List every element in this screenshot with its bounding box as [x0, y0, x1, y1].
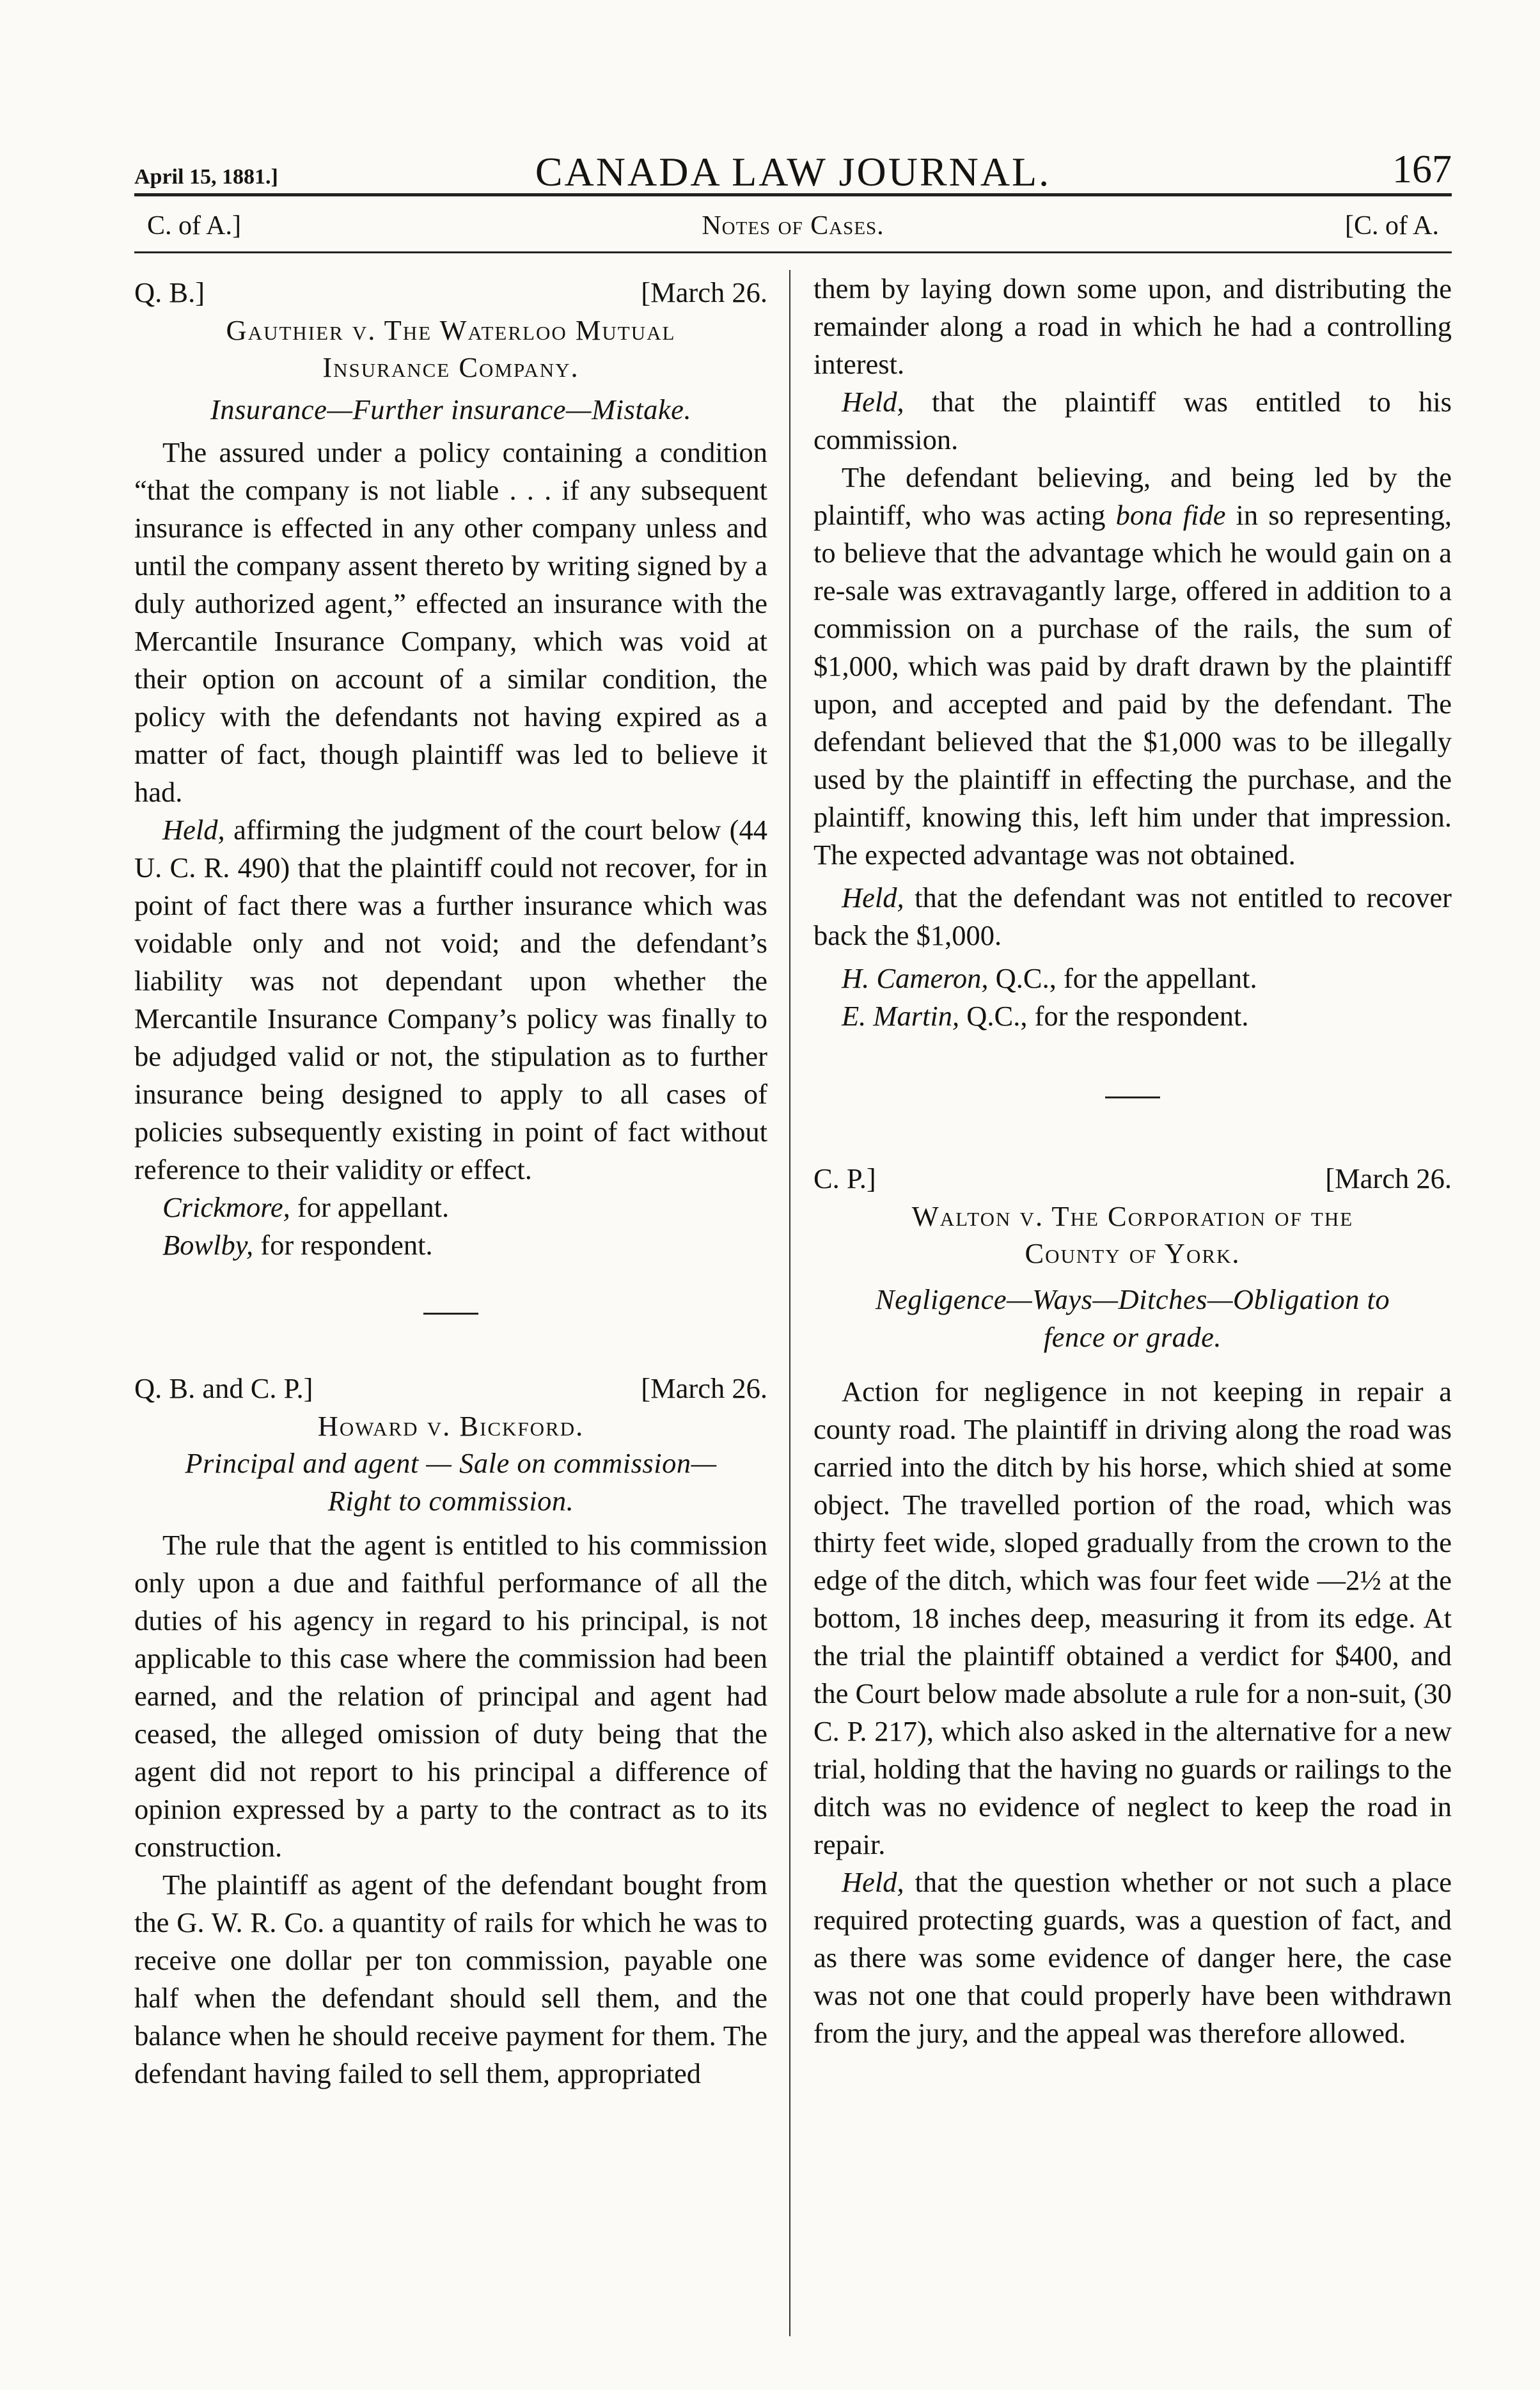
counsel-line: [813, 997, 1452, 1035]
counsel-role: Q.C., for the respondent.: [959, 1000, 1249, 1032]
two-column-body: [134, 270, 1452, 2336]
latin-phrase: bona fide: [1115, 499, 1226, 531]
case-separator: [1105, 1096, 1160, 1098]
counsel-name: Crickmore,: [162, 1191, 290, 1223]
journal-title: CANADA LAW JOURNAL.: [535, 149, 1051, 194]
decision-date: [March 26.: [1325, 1162, 1452, 1194]
case-court-line: [134, 274, 767, 312]
counsel-name: E. Martin,: [842, 1000, 960, 1032]
case-court-line: [813, 1160, 1452, 1198]
held-text: affirming the judgment of the court below (44 U. C. R. 490) that the plaintiff could not recover, for in point of fact there was a further insurance which was voidable only and not void; and the defendant’s liability was not dependant upon whether the Mercantile Insurance Company’s policy was finally to be adjudged valid or not, the stipulation as to further insurance being designed to apply to all cases of policies subsequently existing in point of fact without reference to their validity or effect.: [134, 814, 767, 1185]
held-text: that the plaintiff was entitled to his commission.: [813, 386, 1452, 455]
court-label: C. P.]: [813, 1162, 876, 1194]
case-paragraph-continued: them by laying down some upon, and distributing the remainder along a road in which he had a controlling interest.: [813, 273, 1452, 380]
case-title: Walton v. The Corporation of the: [911, 1200, 1354, 1232]
section-title: Notes of Cases.: [702, 211, 884, 241]
court-label: Q. B. and C. P.]: [134, 1372, 313, 1404]
case-paragraph: Action for negligence in not keeping in repair a county road. The plaintiff in driving along the road was carried into the ditch by his horse, which shied at some object. The travelled portion of the road, which was thirty feet wide, sloped gradually from the crown to the edge of the ditch, which was four feet wide —2½ at the bottom, 18 inches deep, measuring it from its edge. At the trial the plaintiff obtained a verdict for $400, and the Court below made absolute a rule for a non-suit, (30 C. P. 217), which also asked in the alternative for a new trial, holding that the having no guards or railings to the ditch was no evidence of neglect to keep the road in repair.: [813, 1375, 1452, 1860]
case-separator: [423, 1313, 478, 1315]
paragraph-text: in so representing, to believe that the advantage which he would gain on a re-sale was extravagantly large, offered in addition to a commission on a purchase of the rails, the sum of $1,000, which was paid by draft drawn by the plaintiff upon, and accepted and paid by the defendant. The defendant believed that the $1,000 was to be illegally used by the plaintiff in effecting the purchase, and the plaintiff, knowing this, left him under that impression. The expected advantage was not obtained.: [813, 499, 1452, 871]
running-head: [134, 136, 1452, 193]
right-column: [813, 270, 1452, 2052]
case-headnote: Negligence—Ways—Ditches—Obligation to: [875, 1283, 1390, 1315]
held-paragraph: [813, 879, 1452, 954]
case-court-line: [134, 1370, 767, 1407]
counsel-line: [134, 1189, 767, 1226]
counsel-line: [813, 960, 1452, 997]
held-text: that the question whether or not such a place required protecting guards, was a question of fact, and as there was some evidence of danger here, the case was not one that could properly have been withdrawn from the jury, and the appeal was therefore allowed.: [813, 1866, 1452, 2049]
held-label: Held,: [842, 1866, 904, 1898]
held-paragraph: [813, 383, 1452, 459]
column-divider: [789, 270, 790, 2336]
case-headnote-cont: fence or grade.: [1043, 1321, 1222, 1353]
decision-date: [March 26.: [641, 1372, 767, 1404]
court-label: Q. B.]: [134, 276, 205, 308]
held-label: Held,: [842, 386, 904, 418]
case-title-cont: County of York.: [1025, 1237, 1241, 1269]
counsel-name: H. Cameron,: [842, 962, 989, 994]
held-paragraph: [813, 1864, 1452, 2052]
case-paragraph: The assured under a policy containing a condition “that the company is not liable . . . if any subsequent insurance is effected in any other company unless and until the company assent thereto by writing signed by a duly authorized agent,” effected an insurance with the Mercantile Insurance Company, which was void at their option on account of a similar condition, the policy with the defendants not having expired as a matter of fact, though plaintiff was led to believe it had.: [134, 436, 767, 808]
held-label: Held,: [842, 882, 904, 914]
counsel-line: [134, 1226, 767, 1264]
case-title-cont: Insurance Company.: [322, 351, 579, 383]
case-paragraph: The plaintiff as agent of the defendant bought from the G. W. R. Co. a quantity of rails for which he was to receive one dollar per ton commission, payable one half when the defendant should sell them, and the balance when he should receive payment for them. The defendant having failed to sell them, appropriated: [134, 1869, 767, 2089]
counsel-role: for appellant.: [290, 1191, 450, 1223]
case-title: Gauthier v. The Waterloo Mutual: [226, 314, 676, 346]
decision-date: [March 26.: [641, 276, 767, 308]
counsel-role: for respondent.: [253, 1229, 433, 1261]
section-rule: [134, 251, 1452, 253]
left-column: [134, 270, 767, 2093]
case-headnote: Principal and agent — Sale on commission—: [185, 1447, 717, 1479]
section-head: [134, 196, 1452, 251]
paragraph-text: The defendant believing, and being led by the plaintiff, who was acting: [813, 461, 1452, 531]
section-head-left: C. of A.]: [147, 211, 241, 241]
case-paragraph: [813, 459, 1452, 874]
case-title: Howard v. Bickford.: [317, 1410, 585, 1442]
case-headnote-cont: Right to commission.: [327, 1485, 574, 1517]
issue-date: April 15, 1881.]: [134, 165, 278, 189]
held-label: Held,: [162, 814, 225, 846]
case-headnote: Insurance—Further insurance—Mistake.: [210, 393, 692, 425]
counsel-role: Q.C., for the appellant.: [988, 962, 1257, 994]
held-text: that the defendant was not entitled to recover back the $1,000.: [813, 882, 1452, 951]
case-paragraph: The rule that the agent is entitled to his commission only upon a due and faithful performance of all the duties of his agency in regard to his principal, is not applicable to this case where the commission had been earned, and the relation of principal and agent had ceased, the alleged omission of duty being that the agent did not report to his principal a difference of opinion expressed by a party to the contract as to its construction.: [134, 1529, 767, 1863]
held-paragraph: [134, 811, 767, 1189]
page-number: 167: [1392, 148, 1452, 191]
journal-page: [134, 136, 1452, 2336]
counsel-name: Bowlby,: [162, 1229, 254, 1261]
section-head-right: [C. of A.: [1345, 211, 1439, 241]
